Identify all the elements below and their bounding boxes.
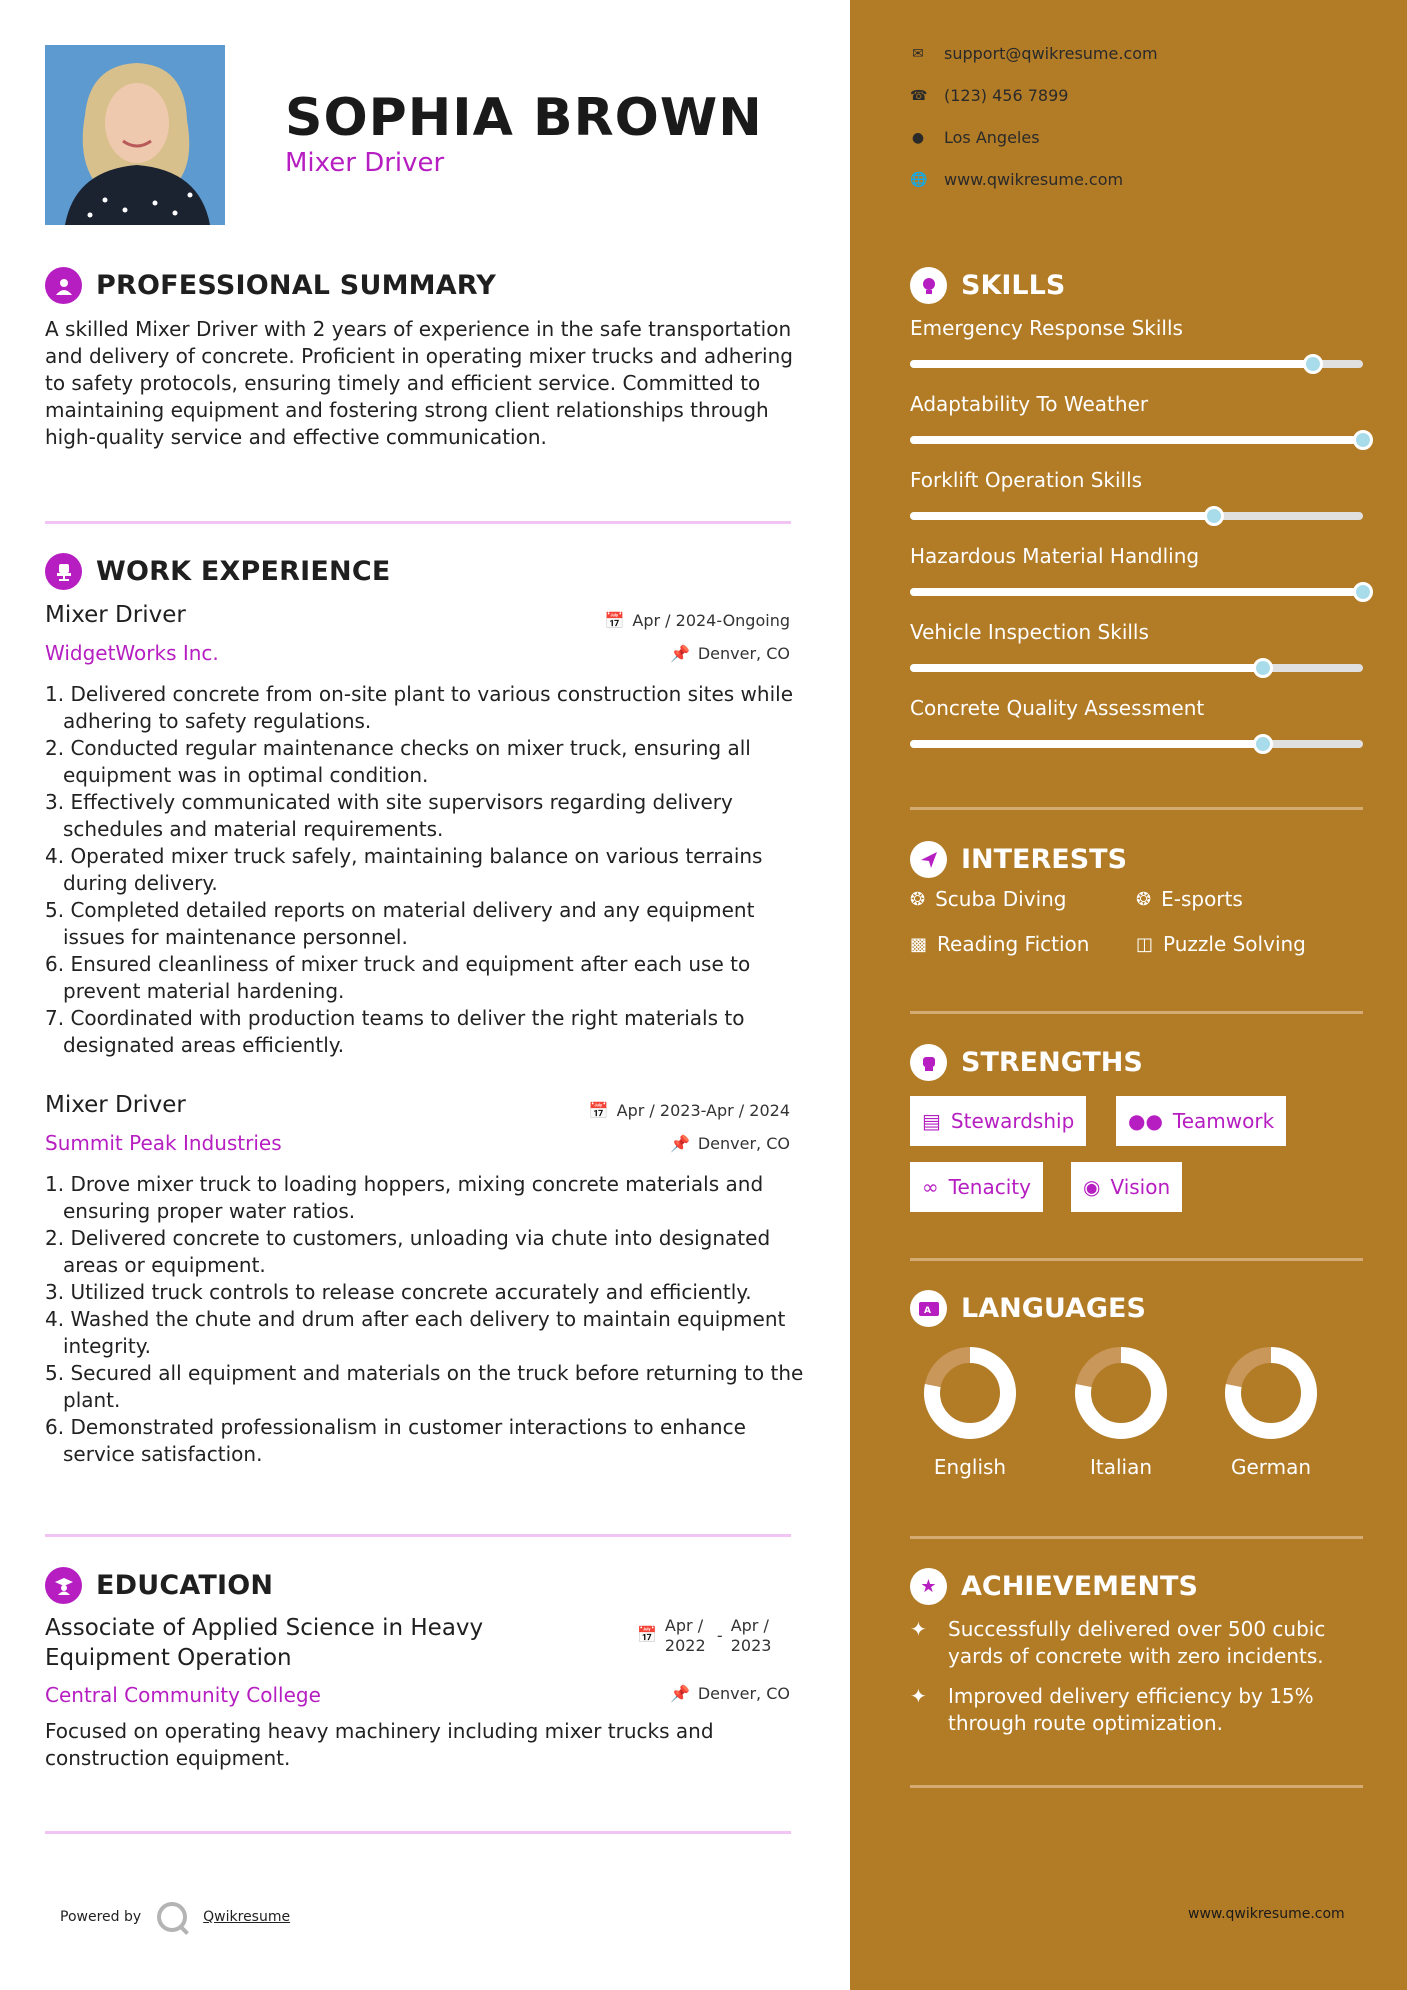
interest-item: ❂ E-sports bbox=[1136, 887, 1243, 911]
interest-item: ▩ Reading Fiction bbox=[910, 932, 1090, 956]
footer-url[interactable]: www.qwikresume.com bbox=[1188, 1906, 1345, 1922]
skill-label: Forklift Operation Skills bbox=[910, 468, 1143, 492]
translate-icon bbox=[910, 1290, 947, 1327]
strength-badge: ●● Teamwork bbox=[1116, 1096, 1286, 1146]
skill-bar-knob bbox=[1253, 658, 1273, 678]
achievements-heading: ★ ACHIEVEMENTS bbox=[910, 1568, 1198, 1605]
pin-icon: 📌 bbox=[669, 1134, 690, 1153]
link-icon: ∞ bbox=[922, 1175, 939, 1199]
lightbulb-icon bbox=[910, 267, 947, 304]
star-icon: ✦ bbox=[910, 1617, 927, 1641]
skill-bar-fill bbox=[910, 436, 1363, 444]
pin-icon: 📌 bbox=[669, 1684, 690, 1703]
skill-bar bbox=[910, 740, 1363, 748]
interests-heading: INTERESTS bbox=[910, 841, 1127, 878]
experience-heading bbox=[45, 553, 390, 590]
list-item: 1. Delivered concrete from on-site plant to various construction sites while adhering to safety regulations. bbox=[45, 682, 794, 733]
degree-title: Associate of Applied Science in Heavy Equipment Operation bbox=[45, 1615, 484, 1671]
lifebuoy-icon: ❂ bbox=[1136, 888, 1152, 910]
strengths-heading: STRENGTHS bbox=[910, 1044, 1143, 1081]
language-ring bbox=[922, 1345, 1018, 1441]
skill-label: Adaptability To Weather bbox=[910, 392, 1149, 416]
strength-badge: ∞ Tenacity bbox=[910, 1162, 1043, 1212]
contact-email[interactable]: ✉ support@qwikresume.com bbox=[910, 44, 1158, 63]
section-divider bbox=[910, 1536, 1363, 1539]
job-date: 📅 Apr / 2024-Ongoing bbox=[604, 611, 790, 630]
skill-bar bbox=[910, 360, 1363, 368]
summary-title: PROFESSIONAL SUMMARY bbox=[96, 270, 497, 301]
education-title: EDUCATION bbox=[96, 1570, 274, 1601]
summary-text: A skilled Mixer Driver with 2 years of experience in the safe transportation and delivery of concrete. Proficient in operating mixer trucks and adhering to safety protocols, ensuring timely and efficient service. Committed to maintaining equipment and fostering strong client relationships through high-quality service and effective communication. bbox=[45, 317, 793, 449]
education-date: 📅 Apr / 2022 - Apr / 2023 bbox=[637, 1616, 772, 1655]
paper-plane-icon bbox=[910, 841, 947, 878]
achievement-item: ✦ Successfully delivered over 500 cubic yards of concrete with zero incidents. bbox=[910, 1617, 1326, 1668]
language-ring bbox=[1073, 1345, 1169, 1441]
list-item: 2. Conducted regular maintenance checks on mixer truck, ensuring all equipment was in optimal condition. bbox=[45, 736, 751, 787]
job-bullets bbox=[45, 681, 805, 1059]
list-item: 6. Ensured cleanliness of mixer truck and equipment after each use to prevent material hardening. bbox=[45, 952, 751, 1003]
skill-bar-knob bbox=[1303, 354, 1323, 374]
gamepad-icon: ▩ bbox=[910, 933, 928, 955]
envelope-icon: ✉ bbox=[912, 45, 924, 62]
interest-item: ◫ Puzzle Solving bbox=[1136, 932, 1306, 956]
section-divider bbox=[910, 1785, 1363, 1788]
education-heading bbox=[45, 1567, 273, 1604]
skill-bar bbox=[910, 436, 1363, 444]
strength-badge: ▤ Stewardship bbox=[910, 1096, 1086, 1146]
interest-item: ❂ Scuba Diving bbox=[910, 887, 1067, 911]
skill-label: Concrete Quality Assessment bbox=[910, 696, 1205, 720]
skill-bar-fill bbox=[910, 512, 1214, 520]
list-item: 5. Secured all equipment and materials on the truck before returning to the plant. bbox=[45, 1361, 804, 1412]
achievement-item: ✦ Improved delivery efficiency by 15% through route optimization. bbox=[910, 1684, 1314, 1735]
skill-bar-knob bbox=[1253, 734, 1273, 754]
briefcase-icon: ▤ bbox=[922, 1109, 941, 1133]
calendar-icon: 📅 bbox=[637, 1625, 657, 1644]
skill-bar-knob bbox=[1204, 506, 1224, 526]
book-icon: ◫ bbox=[1136, 933, 1154, 955]
contact-location: ● Los Angeles bbox=[911, 128, 1040, 147]
fist-icon bbox=[910, 1044, 947, 1081]
contact-phone: ☎ (123) 456 7899 bbox=[910, 86, 1069, 105]
language-name: English bbox=[933, 1455, 1007, 1479]
skill-bar-fill bbox=[910, 664, 1263, 672]
calendar-icon: 📅 bbox=[588, 1101, 609, 1120]
candidate-name: SOPHIA BROWN bbox=[285, 88, 763, 148]
section-divider bbox=[910, 1258, 1363, 1261]
globe-icon: 🌐 bbox=[910, 171, 928, 188]
pin-icon: 📌 bbox=[669, 644, 690, 663]
summary-heading bbox=[45, 267, 496, 304]
language-ring bbox=[1223, 1345, 1319, 1441]
skill-bar-fill bbox=[910, 360, 1313, 368]
job-title: Mixer Driver bbox=[45, 1092, 186, 1118]
list-item: 6. Demonstrated professionalism in customer interactions to enhance service satisfaction. bbox=[45, 1415, 746, 1466]
star-icon: ✦ bbox=[910, 1684, 927, 1708]
phone-icon: ☎ bbox=[910, 87, 928, 104]
languages-heading: A LANGUAGES bbox=[910, 1290, 1146, 1327]
job-company: Summit Peak Industries bbox=[45, 1131, 282, 1155]
star-icon: ★ bbox=[910, 1568, 947, 1605]
candidate-role: Mixer Driver bbox=[285, 148, 445, 178]
users-icon: ●● bbox=[1128, 1109, 1163, 1133]
skill-bar-fill bbox=[910, 740, 1263, 748]
brand-link[interactable]: Qwikresume bbox=[203, 1909, 291, 1925]
language-name: German bbox=[1230, 1455, 1312, 1479]
svg-text:A: A bbox=[923, 1305, 931, 1316]
binoculars-icon: ◉ bbox=[1083, 1175, 1101, 1199]
skill-label: Vehicle Inspection Skills bbox=[910, 620, 1149, 644]
skill-bar-fill bbox=[910, 588, 1363, 596]
language-item bbox=[915, 1345, 1025, 1479]
skills-heading: SKILLS bbox=[910, 267, 1065, 304]
language-name: Italian bbox=[1089, 1455, 1153, 1479]
lifebuoy-icon: ❂ bbox=[910, 888, 926, 910]
language-item bbox=[1216, 1345, 1326, 1479]
chair-icon bbox=[45, 553, 82, 590]
education-description: Focused on operating heavy machinery including mixer trucks and construction equipment. bbox=[45, 1719, 714, 1770]
education-location: 📌 Denver, CO bbox=[669, 1684, 790, 1703]
powered-by: Powered by Qwikresume bbox=[60, 1902, 290, 1932]
job-title: Mixer Driver bbox=[45, 602, 186, 628]
job-date: 📅 Apr / 2023-Apr / 2024 bbox=[588, 1101, 790, 1120]
job-location: 📌 Denver, CO bbox=[669, 644, 790, 663]
contact-website[interactable]: 🌐 www.qwikresume.com bbox=[910, 170, 1124, 189]
list-item: 7. Coordinated with production teams to deliver the right materials to designated areas efficiently. bbox=[45, 1006, 745, 1057]
job-location: 📌 Denver, CO bbox=[669, 1134, 790, 1153]
skill-bar-knob bbox=[1353, 582, 1373, 602]
skill-bar-knob bbox=[1353, 430, 1373, 450]
school-name: Central Community College bbox=[45, 1683, 321, 1707]
skill-bar bbox=[910, 512, 1363, 520]
skill-bar bbox=[910, 588, 1363, 596]
skill-label: Hazardous Material Handling bbox=[910, 544, 1200, 568]
calendar-icon: 📅 bbox=[604, 611, 625, 630]
list-item: 3. Utilized truck controls to release concrete accurately and efficiently. bbox=[45, 1280, 752, 1304]
list-item: 3. Effectively communicated with site supervisors regarding delivery schedules and material requirements. bbox=[45, 790, 733, 841]
job-company: WidgetWorks Inc. bbox=[45, 641, 219, 665]
list-item: 4. Washed the chute and drum after each delivery to maintain equipment integrity. bbox=[45, 1307, 786, 1358]
profile-photo bbox=[45, 45, 225, 225]
skill-label: Emergency Response Skills bbox=[910, 316, 1183, 340]
section-divider bbox=[45, 1534, 791, 1537]
list-item: 1. Drove mixer truck to loading hoppers, mixing concrete materials and ensuring proper water ratios. bbox=[45, 1172, 764, 1223]
graduate-icon bbox=[45, 1567, 82, 1604]
job-bullets bbox=[45, 1171, 805, 1468]
experience-title: WORK EXPERIENCE bbox=[96, 556, 391, 587]
list-item: 2. Delivered concrete to customers, unloading via chute into designated areas or equipment. bbox=[45, 1226, 771, 1277]
section-divider bbox=[910, 807, 1363, 810]
section-divider bbox=[45, 521, 791, 524]
section-divider bbox=[910, 1011, 1363, 1014]
map-marker-icon: ● bbox=[911, 129, 925, 146]
user-icon bbox=[45, 267, 82, 304]
qwikresume-logo-icon bbox=[157, 1902, 187, 1932]
section-divider bbox=[45, 1831, 791, 1834]
strength-badge: ◉ Vision bbox=[1071, 1162, 1182, 1212]
list-item: 4. Operated mixer truck safely, maintaining balance on various terrains during delivery. bbox=[45, 844, 763, 895]
skill-bar bbox=[910, 664, 1363, 672]
list-item: 5. Completed detailed reports on material delivery and any equipment issues for maintenance personnel. bbox=[45, 898, 755, 949]
language-item bbox=[1066, 1345, 1176, 1479]
